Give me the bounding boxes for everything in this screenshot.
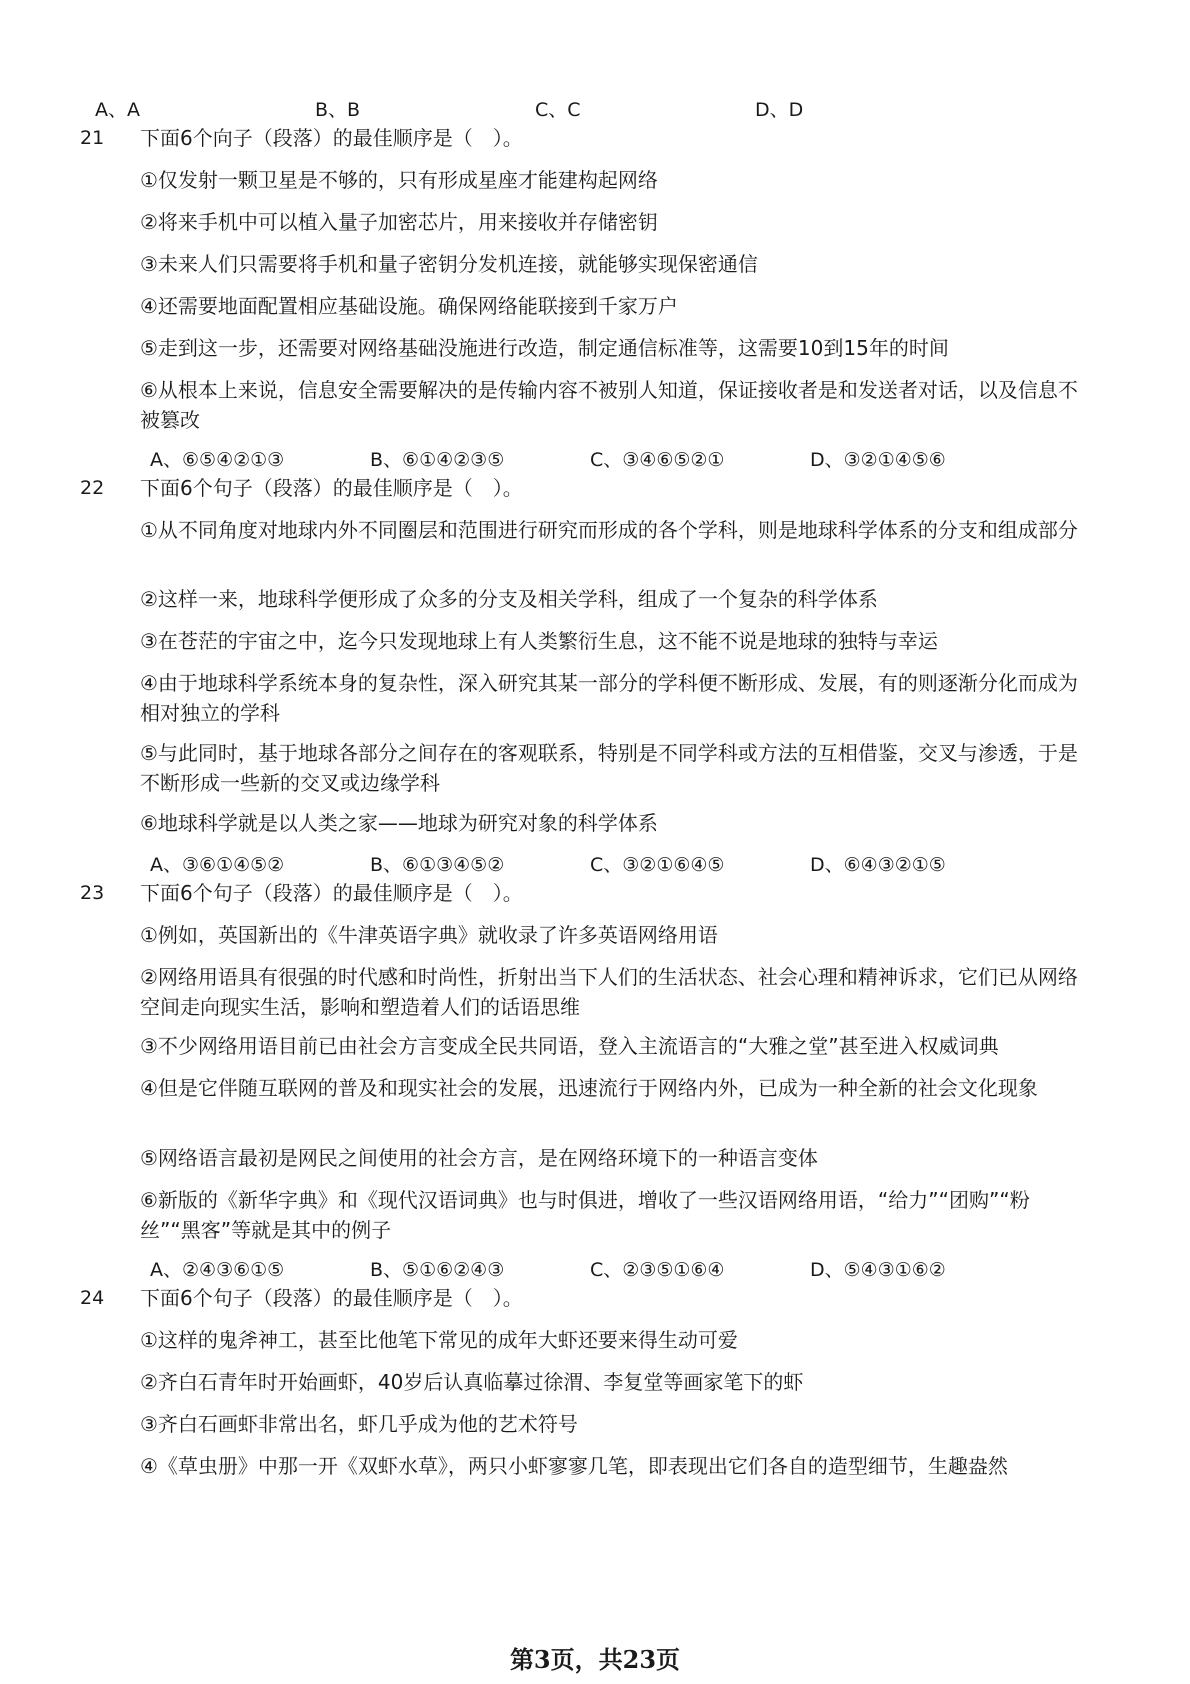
option-a: A、⑥⑤④②①③ <box>150 449 285 471</box>
sentence-1: ①这样的鬼斧神工，甚至比他笔下常见的成年大虾还要来得生动可爱 <box>140 1328 738 1352</box>
option-b: B、⑥①④②③⑤ <box>370 449 505 471</box>
sentence-2: ②这样一来，地球科学便形成了众多的分支及相关学科，组成了一个复杂的科学体系 <box>140 587 878 611</box>
sentence-5: ⑤走到这一步，还需要对网络基础没施进行改造，制定通信标准等，这需要10到15年的时间 <box>140 336 949 360</box>
prev-question-options <box>0 97 1190 123</box>
sentence-5: ⑤网络语言最初是网民之间使用的社会方言，是在网络环境下的一种语言变体 <box>140 1146 818 1170</box>
sentence-2: ②将来手机中可以植入量子加密芯片，用来接收并存储密钥 <box>140 210 658 234</box>
option-c: C、C <box>535 99 581 121</box>
page-footer: 第3页，共23页 <box>509 1645 681 1674</box>
sentence-3: ③齐白石画虾非常出名，虾几乎成为他的艺术符号 <box>140 1412 578 1436</box>
sentence-6: ⑥地球科学就是以人类之家——地球为研究对象的科学体系 <box>140 811 658 835</box>
option-c: C、③④⑥⑤②① <box>590 449 725 471</box>
option-d: D、⑥④③②①⑤ <box>810 854 946 876</box>
option-b: B、⑥①③④⑤② <box>370 854 505 876</box>
option-d: D、③②①④⑤⑥ <box>810 449 946 471</box>
question-stem: 下面6个句子（段落）的最佳顺序是（ ）。 <box>140 476 523 500</box>
sentence-5: ⑤与此同时，基于地球各部分之间存在的客观联系，特别是不同学科或方法的互相借鉴，交叉与渗透，于是不断形成一些新的交叉或边缘学科 <box>140 741 1078 795</box>
answer-options <box>0 1257 1190 1283</box>
option-a: A、A <box>95 99 140 121</box>
option-c: C、③②①⑥④⑤ <box>590 854 725 876</box>
sentence-2: ②网络用语具有很强的时代感和时尚性，折射出当下人们的生活状态、社会心理和精神诉求，它们已从网络空间走向现实生活，影响和塑造着人们的话语思维 <box>140 965 1078 1019</box>
sentence-3: ③不少网络用语目前已由社会方言变成全民共同语，登入主流语言的“大雅之堂”甚至进入权威词典 <box>140 1034 999 1058</box>
sentence-4: ④《草虫册》中那一开《双虾水草》，两只小虾寥寥几笔，即表现出它们各自的造型细节，生趣盎然 <box>140 1454 1008 1478</box>
sentence-6: ⑥新版的《新华字典》和《现代汉语词典》也与时俱进，增收了一些汉语网络用语，“给力”“团购”“粉丝”“黑客”等就是其中的例子 <box>140 1188 1030 1242</box>
sentence-4: ④但是它伴随互联网的普及和现实社会的发展，迅速流行于网络内外，已成为一种全新的社会文化现象 <box>140 1076 1038 1100</box>
answer-options <box>0 852 1190 878</box>
option-d: D、D <box>755 99 804 121</box>
option-b: B、B <box>315 99 361 121</box>
sentence-4: ④由于地球科学系统本身的复杂性，深入研究其某一部分的学科便不断形成、发展，有的则逐渐分化而成为相对独立的学科 <box>140 671 1078 725</box>
question-number: 24 <box>80 1287 105 1309</box>
question-stem: 下面6个句子（段落）的最佳顺序是（ ）。 <box>140 1286 523 1310</box>
sentence-1: ①仅发射一颗卫星是不够的，只有形成星座才能建构起网络 <box>140 168 658 192</box>
sentence-2: ②齐白石青年时开始画虾，40岁后认真临摹过徐渭、李复堂等画家笔下的虾 <box>140 1370 804 1394</box>
question-number: 23 <box>80 882 105 904</box>
sentence-1: ①从不同角度对地球内外不同圈层和范围进行研究而形成的各个学科，则是地球科学体系的分支和组成部分 <box>140 518 1078 542</box>
option-b: B、⑤①⑥②④③ <box>370 1259 505 1281</box>
question-number: 21 <box>80 127 105 149</box>
sentence-1: ①例如，英国新出的《牛津英语字典》就收录了许多英语网络用语 <box>140 923 718 947</box>
sentence-3: ③未来人们只需要将手机和量子密钥分发机连接，就能够实现保密通信 <box>140 252 758 276</box>
option-a: A、②④③⑥①⑤ <box>150 1259 285 1281</box>
sentence-3: ③在苍茫的宇宙之中，迄今只发现地球上有人类繁衍生息，这不能不说是地球的独特与幸运 <box>140 629 938 653</box>
option-c: C、②③⑤①⑥④ <box>590 1259 725 1281</box>
question-number: 22 <box>80 477 105 499</box>
sentence-4: ④还需要地面配置相应基础设施。确保网络能联接到千家万户 <box>140 294 678 318</box>
question-stem: 下面6个句子（段落）的最佳顺序是（ ）。 <box>140 881 523 905</box>
answer-options <box>0 447 1190 473</box>
question-stem: 下面6个向子（段落）的最佳顺序是（ ）。 <box>140 126 523 150</box>
option-a: A、③⑥①④⑤② <box>150 854 285 876</box>
option-d: D、⑤④③①⑥② <box>810 1259 946 1281</box>
sentence-6: ⑥从根本上来说，信息安全需要解决的是传输内容不被别人知道，保证接收者是和发送者对话，以及信息不被篡改 <box>140 378 1078 432</box>
